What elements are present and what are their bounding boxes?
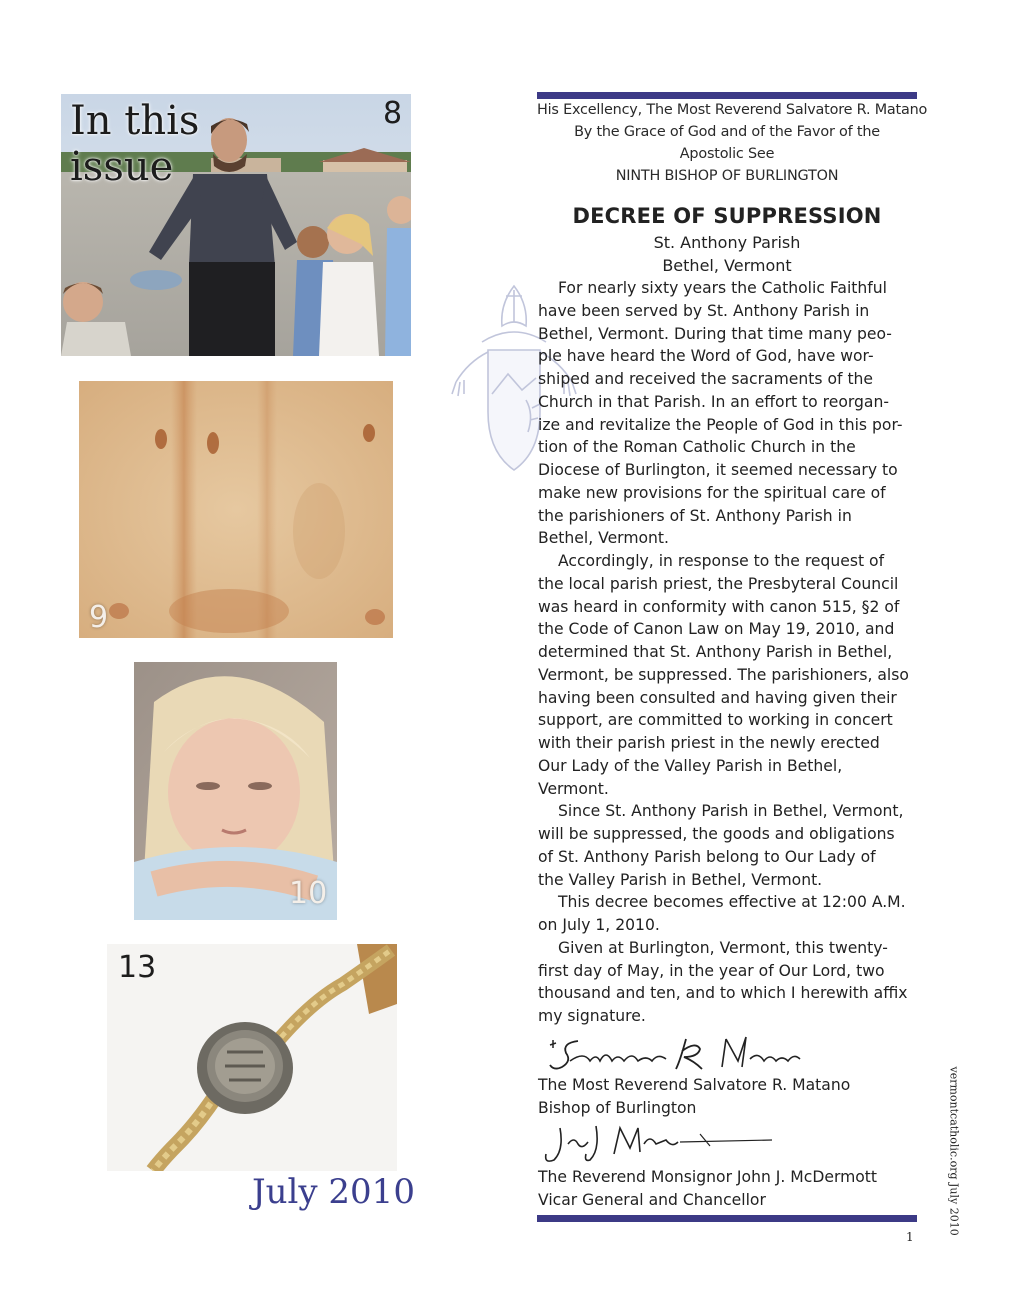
side-footer-text: vermontcatholic.org July 2010 [947,1066,961,1236]
decree-body-line: Vermont. [538,779,609,798]
page-ref-13: 13 [118,950,157,985]
chancellor-signature [540,1120,776,1166]
decree-body-line: Vermont, be suppressed. The parishioners, also [538,665,909,684]
decree-body-line: first day of May, in the year of Our Lord, two [538,961,885,980]
page-ref-9: 9 [89,600,109,635]
signatory2 [538,1166,877,1212]
signatory2-title: Vicar General and Chancellor [538,1191,766,1209]
issue-title-line2: issue [70,144,174,190]
decree-body-line: ple have heard the Word of God, have wor- [538,347,874,366]
decree-body-line: with their parish priest in the newly erected [538,734,880,752]
decree-body-line: on July 1, 2010. [538,916,660,934]
decree-body-line: will be suppressed, the goods and obligations [538,825,895,843]
decree-body-line: have been served by St. Anthony Parish in [538,301,870,320]
decree-body-line: Diocese of Burlington, it seemed necessary to [538,461,898,479]
header-line-4: NINTH BISHOP OF BURLINGTON [615,168,839,184]
decree-body-line: thousand and ten, and to which I herewith affix [538,984,908,1003]
header-line-1: His Excellency, The Most Reverend Salvatore R. Matano [537,102,928,118]
decree-body-line: the Valley Parish in Bethel, Vermont. [538,870,823,889]
bottom-rule [537,1215,917,1222]
issue-title-line1: In this [70,98,200,144]
decree-body-line: Given at Burlington, Vermont, this twenty- [558,938,888,957]
decree-body-line: make new provisions for the spiritual care of [538,483,886,502]
page-ref-8: 8 [383,96,403,131]
decree-body-line: of St. Anthony Parish belong to Our Lady of [538,847,876,866]
decree-body-line: Accordingly, in response to the request of [558,552,885,570]
decree-body-line: Church in that Parish. In an effort to reorgan- [538,392,889,411]
page-number: 1 [906,1230,914,1244]
top-rule [537,92,917,99]
decree-body-line: This decree becomes effective at 12:00 A.M. [558,893,906,912]
decree-parish: St. Anthony Parish [653,233,801,252]
decree-location: Bethel, Vermont [662,256,792,275]
signatory1 [538,1074,850,1120]
decree-body-line: my signature. [538,1007,646,1025]
issue-date: July 2010 [252,1172,415,1212]
decree-body-line: Our Lady of the Valley Parish in Bethel, [538,756,843,775]
photo-shroud [79,381,393,638]
bishop-signature [544,1031,806,1075]
signatory1-name: The Most Reverend Salvatore R. Matano [538,1076,851,1094]
decree-body-line: tion of the Roman Catholic Church in the [538,438,856,457]
signatory2-name: The Reverend Monsignor John J. McDermott [538,1168,878,1186]
decree-body-line: shiped and received the sacraments of the [538,370,874,388]
decree-body-line: ize and revitalize the People of God in this por- [538,415,903,434]
issue-title [70,98,230,190]
decree-body-line: Bethel, Vermont. During that time many peo- [538,324,892,343]
decree-body [538,277,923,1028]
page-ref-10: 10 [289,876,328,911]
header-line-2: By the Grace of God and of the Favor of the [574,124,880,140]
decree-body-line: the Code of Canon Law on May 19, 2010, and [538,620,895,639]
side-footer [944,1066,961,1236]
decree-body-line: determined that St. Anthony Parish in Bethel, [538,643,893,661]
decree-header [537,99,928,187]
decree-body-line: the local parish priest, the Presbyteral Council [538,574,899,593]
header-line-3: Apostolic See [679,146,775,162]
decree-body-line: support, are committed to working in concert [538,711,893,730]
decree-body-line: having been consulted and having given their [538,688,897,707]
decree-body-line: was heard in conformity with canon 515, §2 of [538,597,900,616]
decree-title: DECREE OF SUPPRESSION [572,204,882,228]
decree-body-line: the parishioners of St. Anthony Parish in [538,506,852,525]
decree-body-line: Since St. Anthony Parish in Bethel, Vermont, [558,802,904,821]
signatory1-title: Bishop of Burlington [538,1099,697,1117]
decree-body-line: Bethel, Vermont. [538,529,670,548]
decree-body-line: For nearly sixty years the Catholic Faithful [558,279,887,297]
